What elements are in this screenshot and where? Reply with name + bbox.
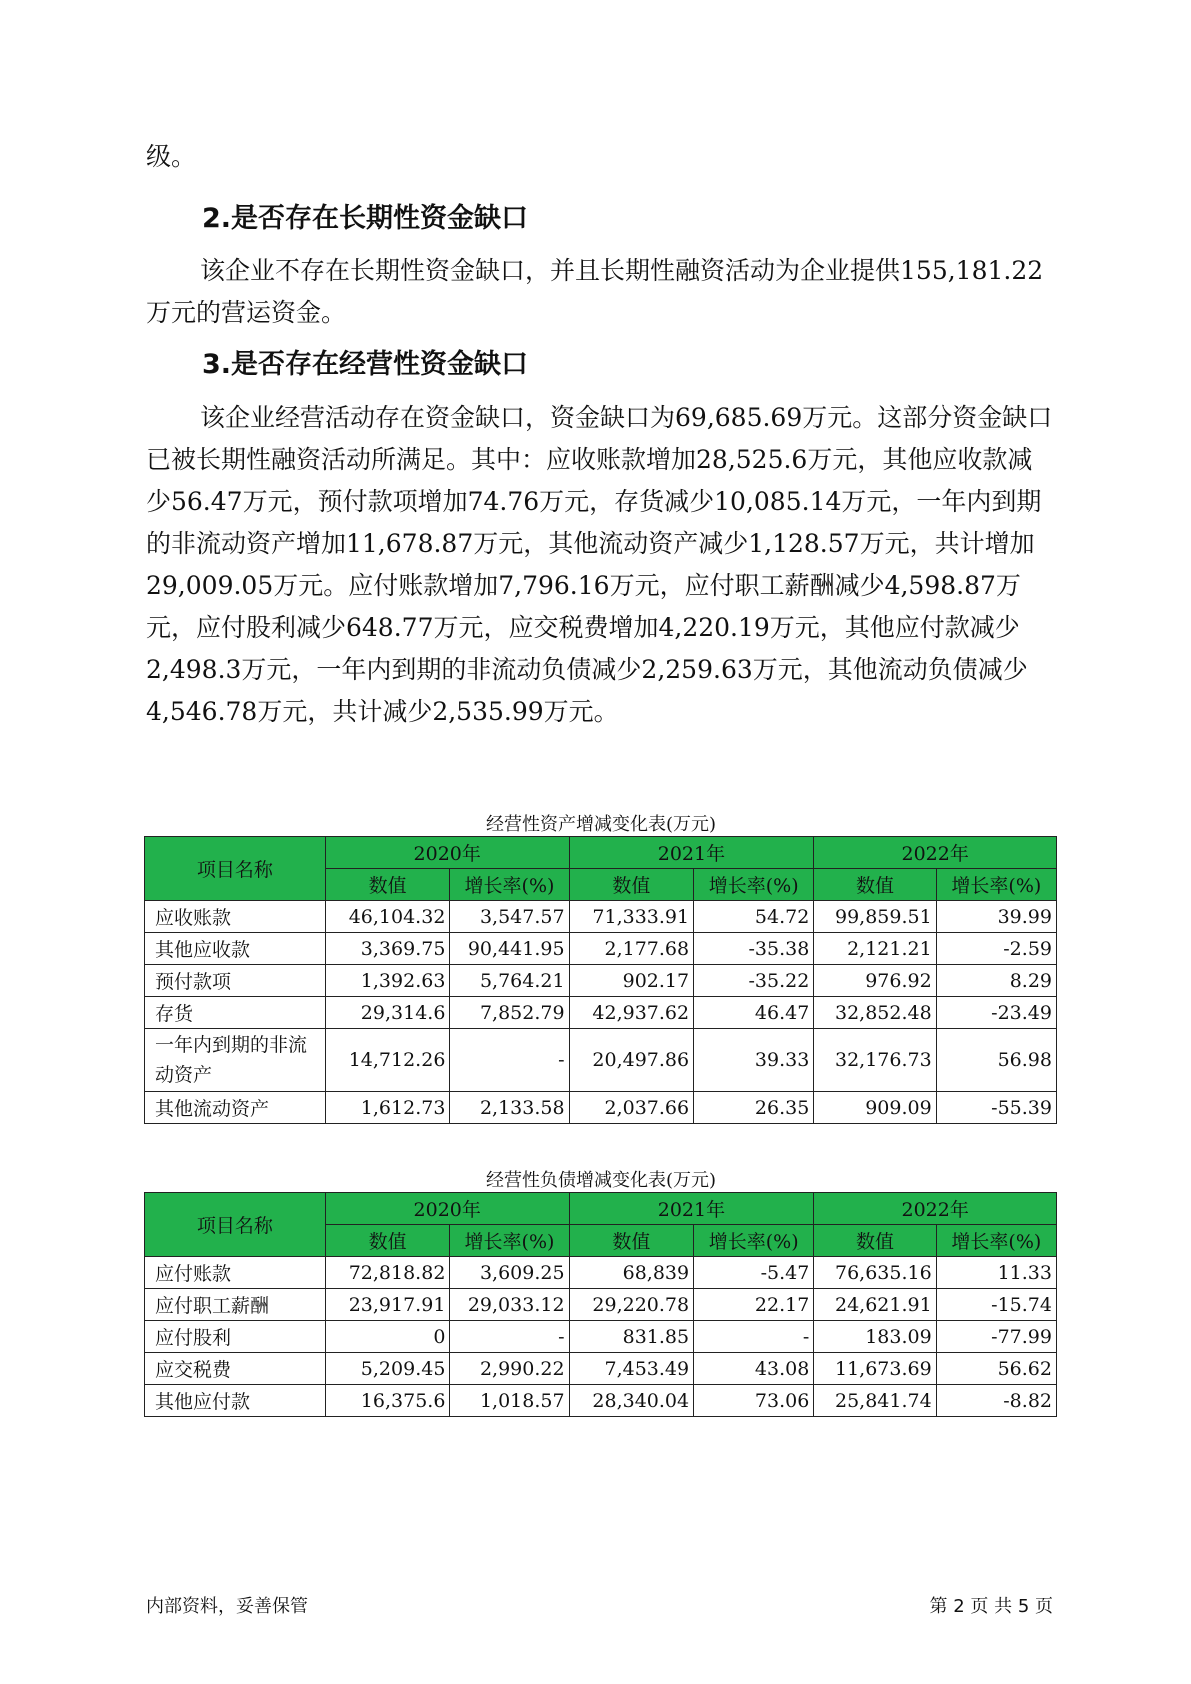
- cell-value: 29,220.78: [569, 1289, 694, 1321]
- cell-growth: -77.99: [936, 1321, 1056, 1353]
- liabilities-header-year: 2022年: [814, 1193, 1057, 1225]
- assets-table: [144, 836, 1057, 1124]
- assets-header-value: 数值: [325, 869, 450, 901]
- cell-growth: -: [450, 1321, 569, 1353]
- cell-value: 7,453.49: [569, 1353, 694, 1385]
- cell-growth: -5.47: [694, 1257, 814, 1289]
- cell-growth: -2.59: [936, 933, 1056, 965]
- cell-growth: 8.29: [936, 965, 1056, 997]
- table-row: [145, 1092, 1057, 1124]
- table-row: [145, 965, 1057, 997]
- cell-value: 23,917.91: [325, 1289, 450, 1321]
- intro-tail-text: 级。: [146, 142, 197, 171]
- cell-value: 1,612.73: [325, 1092, 450, 1124]
- assets-header-year: 2021年: [569, 837, 814, 869]
- assets-header-value: 数值: [814, 869, 936, 901]
- cell-growth: 43.08: [694, 1353, 814, 1385]
- cell-growth: 56.98: [936, 1029, 1056, 1092]
- cell-growth: 22.17: [694, 1289, 814, 1321]
- cell-value: 32,176.73: [814, 1029, 936, 1092]
- cell-growth: 46.47: [694, 997, 814, 1029]
- cell-growth: 29,033.12: [450, 1289, 569, 1321]
- cell-growth: 5,764.21: [450, 965, 569, 997]
- cell-value: 72,818.82: [325, 1257, 450, 1289]
- cell-growth: 26.35: [694, 1092, 814, 1124]
- assets-header-year: 2020年: [325, 837, 569, 869]
- cell-value: 32,852.48: [814, 997, 936, 1029]
- row-name: 预付款项: [145, 965, 326, 997]
- cell-value: 2,037.66: [569, 1092, 694, 1124]
- row-name: 存货: [145, 997, 326, 1029]
- cell-value: 16,375.6: [325, 1385, 450, 1417]
- assets-header-growth: 增长率(%): [694, 869, 814, 901]
- cell-growth: -55.39: [936, 1092, 1056, 1124]
- table-row: [145, 1385, 1057, 1417]
- cell-growth: 39.33: [694, 1029, 814, 1092]
- liabilities-header-growth: 增长率(%): [936, 1225, 1056, 1257]
- cell-growth: -8.82: [936, 1385, 1056, 1417]
- cell-growth: -: [450, 1029, 569, 1092]
- table-row: [145, 1353, 1057, 1385]
- cell-value: 5,209.45: [325, 1353, 450, 1385]
- cell-growth: -35.22: [694, 965, 814, 997]
- liabilities-header-value: 数值: [325, 1225, 450, 1257]
- cell-growth: 3,609.25: [450, 1257, 569, 1289]
- page-number: 第 2 页 共 5 页: [929, 1596, 1053, 1617]
- row-name: 应付股利: [145, 1321, 326, 1353]
- cell-value: 2,121.21: [814, 933, 936, 965]
- liabilities-header-growth: 增长率(%): [694, 1225, 814, 1257]
- cell-value: 42,937.62: [569, 997, 694, 1029]
- cell-growth: 11.33: [936, 1257, 1056, 1289]
- cell-growth: -: [694, 1321, 814, 1353]
- cell-value: 3,369.75: [325, 933, 450, 965]
- cell-value: 28,340.04: [569, 1385, 694, 1417]
- cell-growth: 3,547.57: [450, 901, 569, 933]
- table-row: [145, 997, 1057, 1029]
- liabilities-header-value: 数值: [814, 1225, 936, 1257]
- liabilities-header-year: 2020年: [325, 1193, 569, 1225]
- cell-value: 24,621.91: [814, 1289, 936, 1321]
- cell-growth: 56.62: [936, 1353, 1056, 1385]
- cell-value: 909.09: [814, 1092, 936, 1124]
- row-name: 应付职工薪酬: [145, 1289, 326, 1321]
- cell-growth: 54.72: [694, 901, 814, 933]
- cell-growth: 2,990.22: [450, 1353, 569, 1385]
- cell-growth: -35.38: [694, 933, 814, 965]
- row-name: 应收账款: [145, 901, 326, 933]
- cell-growth: 73.06: [694, 1385, 814, 1417]
- liabilities-table-caption: 经营性负债增减变化表(万元): [485, 1170, 717, 1191]
- table-row: [145, 1257, 1057, 1289]
- table-row: [145, 1029, 1057, 1092]
- cell-growth: 7,852.79: [450, 997, 569, 1029]
- cell-value: 99,859.51: [814, 901, 936, 933]
- cell-value: 831.85: [569, 1321, 694, 1353]
- section-3-paragraph: 该企业经营活动存在资金缺口，资金缺口为69,685.69万元。这部分资金缺口已被长期性融资活动所满足。其中：应收账款增加28,525.6万元，其他应收款减少56.47万元，预付款项增加74.76万元，存货减少10,085.14万元，一年内到期的非流动资产增加11,678.87万元，其他流动资产减少1,128.57万元，共计增加29,009.05万元。应付账款增加7,796.16万元，应付职工薪酬减少4,598.87万元，应付股利减少648.77万元，应交税费增加4,220.19万元，其他应付款减少2,498.3万元，一年内到期的非流动负债减少2,259.63万元，其他流动负债减少4,546.78万元，共计减少2,535.99万元。: [146, 403, 1053, 726]
- table-row: [145, 933, 1057, 965]
- cell-value: 11,673.69: [814, 1353, 936, 1385]
- cell-value: 1,392.63: [325, 965, 450, 997]
- assets-header-value: 数值: [569, 869, 694, 901]
- cell-value: 14,712.26: [325, 1029, 450, 1092]
- cell-value: 0: [325, 1321, 450, 1353]
- cell-growth: 2,133.58: [450, 1092, 569, 1124]
- assets-header-year: 2022年: [814, 837, 1057, 869]
- table-row: [145, 901, 1057, 933]
- cell-value: 20,497.86: [569, 1029, 694, 1092]
- table-row: [145, 1289, 1057, 1321]
- cell-value: 29,314.6: [325, 997, 450, 1029]
- cell-growth: 90,441.95: [450, 933, 569, 965]
- cell-value: 183.09: [814, 1321, 936, 1353]
- liabilities-header-value: 数值: [569, 1225, 694, 1257]
- table-row: [145, 1321, 1057, 1353]
- liabilities-table: [144, 1192, 1057, 1417]
- cell-value: 25,841.74: [814, 1385, 936, 1417]
- row-name: 应付账款: [145, 1257, 326, 1289]
- cell-growth: -15.74: [936, 1289, 1056, 1321]
- cell-value: 902.17: [569, 965, 694, 997]
- liabilities-header-year: 2021年: [569, 1193, 814, 1225]
- cell-growth: 1,018.57: [450, 1385, 569, 1417]
- assets-table-caption: 经营性资产增减变化表(万元): [485, 814, 717, 835]
- cell-value: 46,104.32: [325, 901, 450, 933]
- section-2-heading: 2.是否存在长期性资金缺口: [202, 203, 529, 234]
- cell-growth: -23.49: [936, 997, 1056, 1029]
- row-name: 其他应收款: [145, 933, 326, 965]
- liabilities-header-growth: 增长率(%): [450, 1225, 569, 1257]
- row-name: 其他流动资产: [145, 1092, 326, 1124]
- section-2-paragraph: 该企业不存在长期性资金缺口，并且长期性融资活动为企业提供155,181.22万元的营运资金。: [146, 256, 1044, 327]
- assets-header-growth: 增长率(%): [450, 869, 569, 901]
- footer-note: 内部资料，妥善保管: [146, 1596, 308, 1617]
- cell-value: 71,333.91: [569, 901, 694, 933]
- row-name: 应交税费: [145, 1353, 326, 1385]
- cell-value: 976.92: [814, 965, 936, 997]
- cell-value: 68,839: [569, 1257, 694, 1289]
- row-name: 其他应付款: [145, 1385, 326, 1417]
- assets-header-growth: 增长率(%): [936, 869, 1056, 901]
- cell-value: 76,635.16: [814, 1257, 936, 1289]
- row-name: 一年内到期的非流动资产: [145, 1029, 326, 1092]
- cell-value: 2,177.68: [569, 933, 694, 965]
- section-3-heading: 3.是否存在经营性资金缺口: [202, 349, 529, 380]
- cell-growth: 39.99: [936, 901, 1056, 933]
- liabilities-header-name: 项目名称: [145, 1193, 326, 1257]
- assets-header-name: 项目名称: [145, 837, 326, 901]
